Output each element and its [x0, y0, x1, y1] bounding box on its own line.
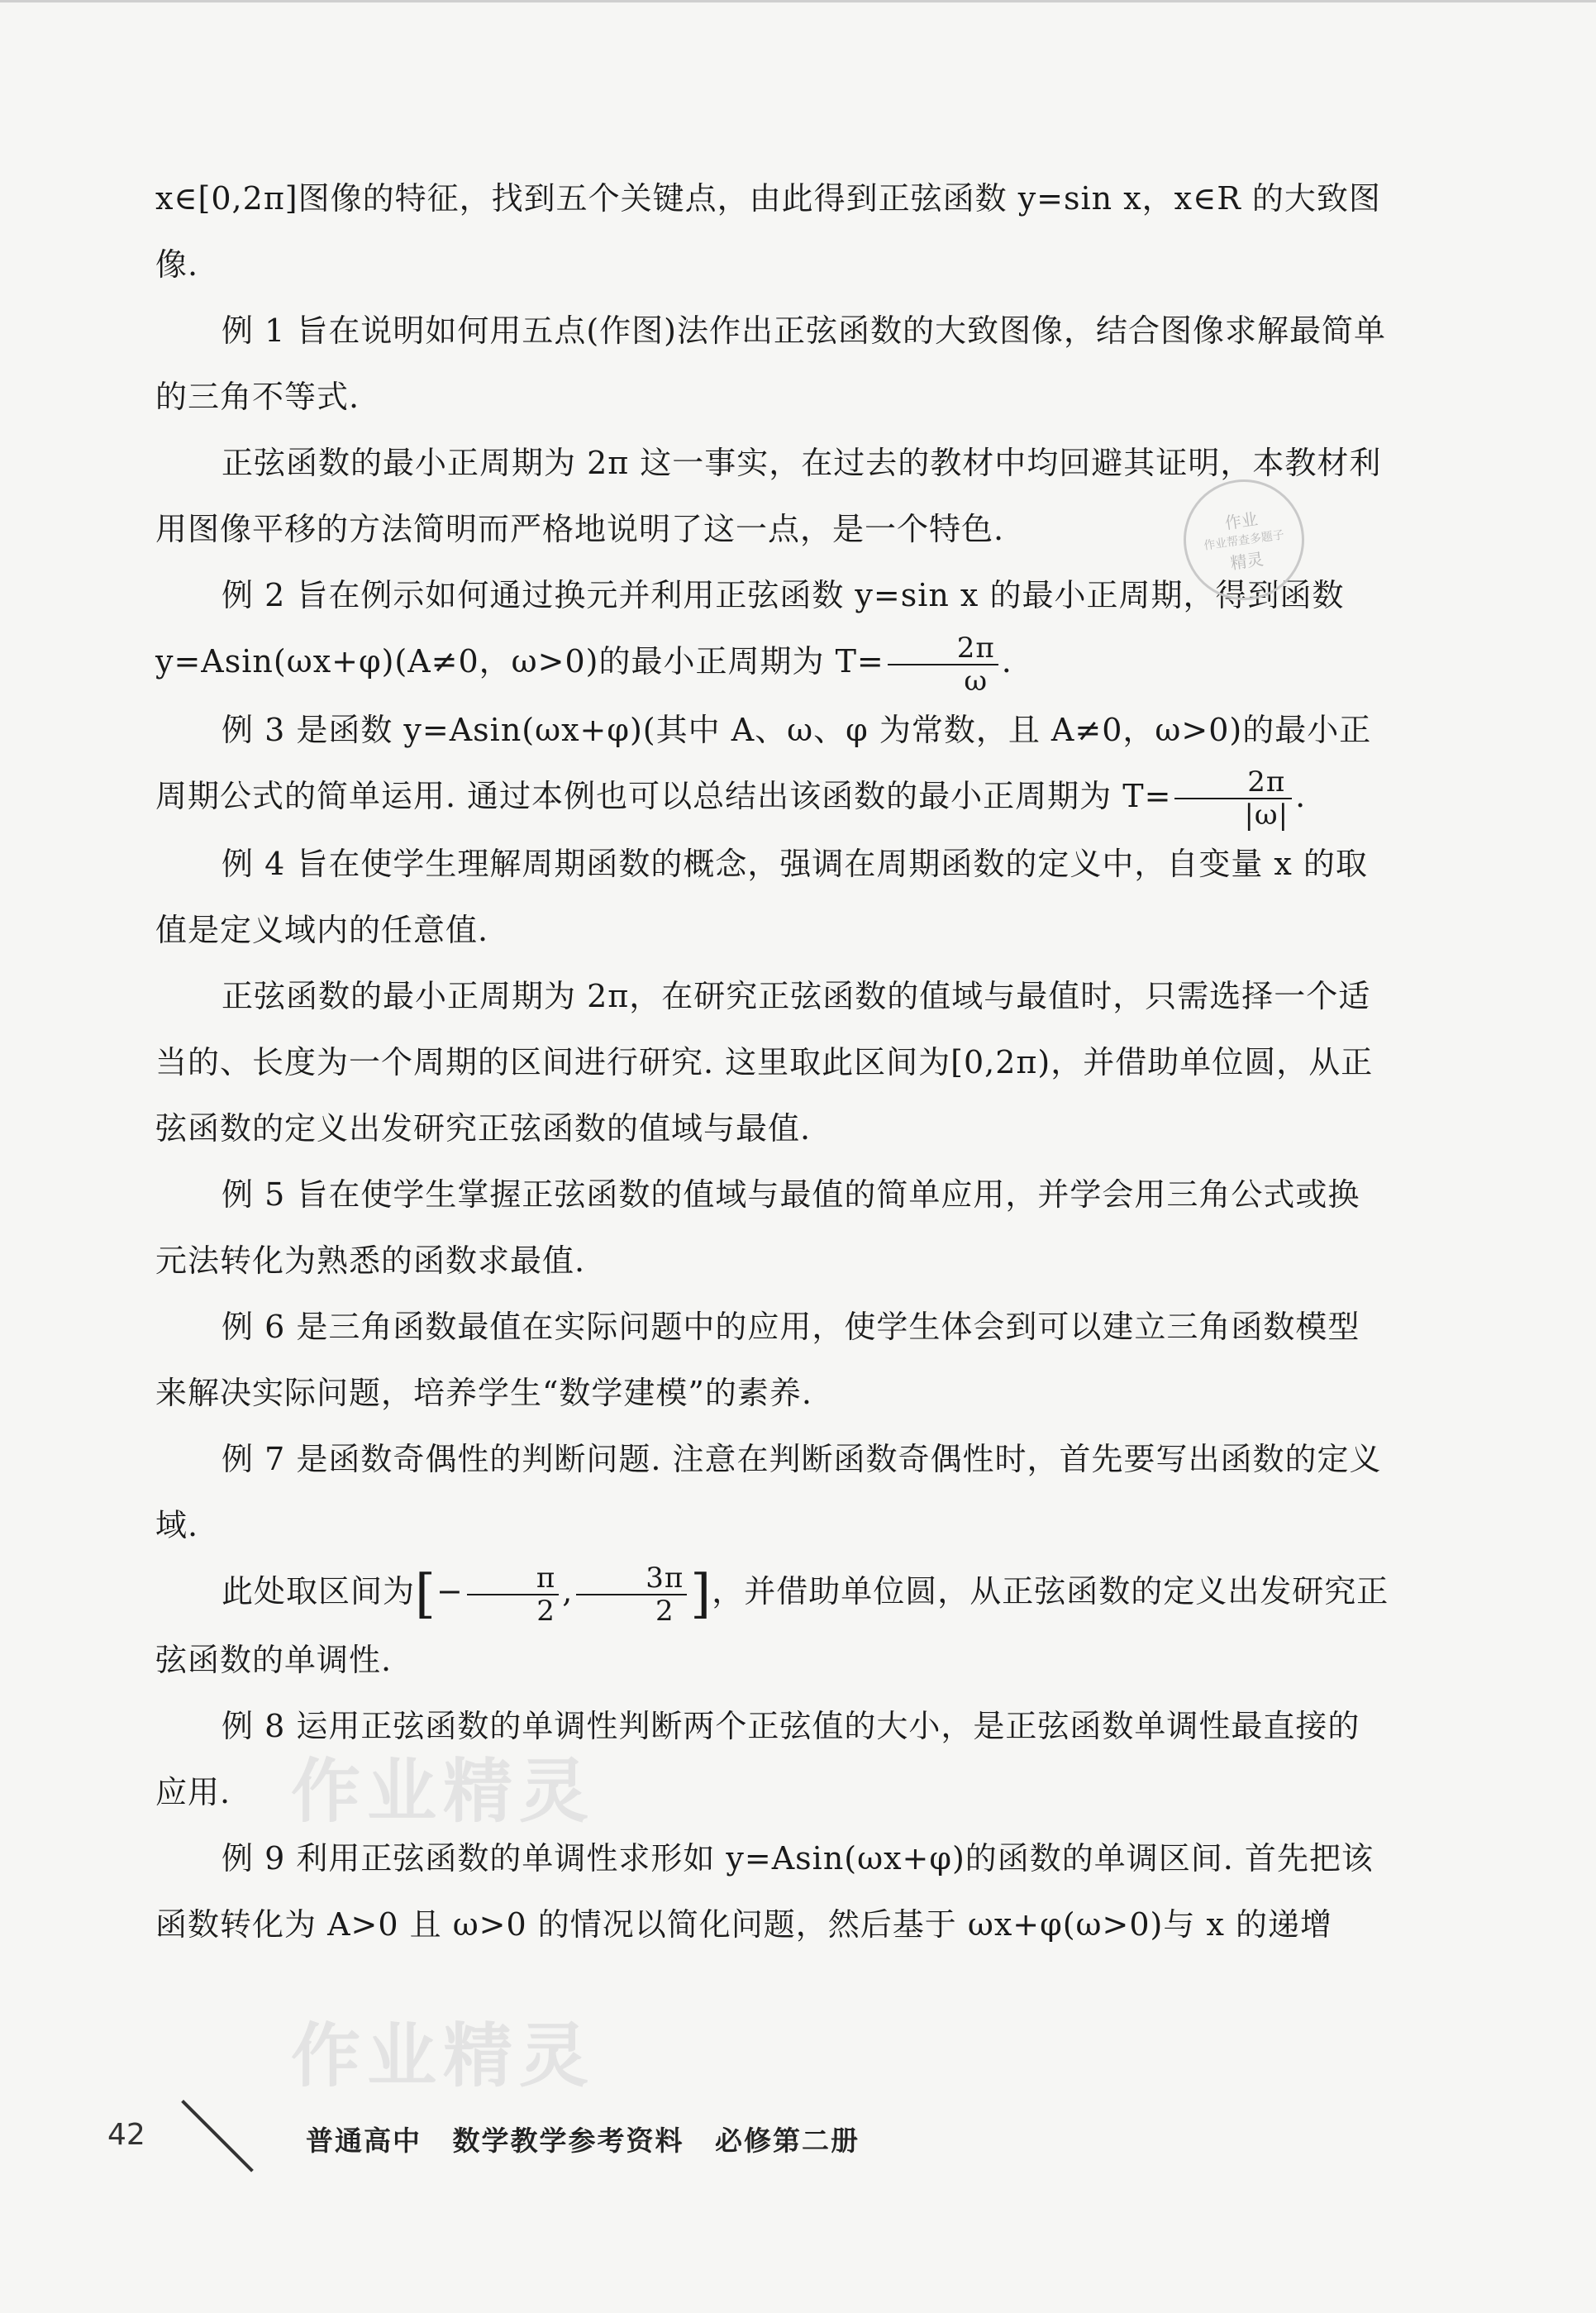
page-number: 42 [107, 2118, 145, 2152]
footer-title: 普通高中 数学教学参考资料 必修第二册 [306, 2125, 860, 2157]
paragraph-4: 例 2 旨在例示如何通过换元并利用正弦函数 y=sin x 的最小正周期，得到函数 y=Asin(ωx+φ)(A≠0，ω>0)的最小正周期为 T= $\frac{2\pi}{\omega}$ . [155, 577, 1345, 698]
page-footer [107, 2100, 1513, 2174]
body-text [155, 165, 1390, 1958]
paragraph-10: 例 7 是函数奇偶性的判断问题. 注意在判断函数奇偶性时，首先要写出函数的定义域. [155, 1441, 1382, 1543]
paragraph-2: 例 1 旨在说明如何用五点(作图)法作出正弦函数的大致图像，结合图像求解最简单的三角不等式. [155, 312, 1386, 415]
paragraph-11: 此处取区间为[− $\frac{\pi}{2}$ , $\frac{3\pi}{2}$ ]，并借助单位圆，从正弦函数的定义出发研究正弦函数的单调性. [155, 1561, 1389, 1678]
watermark-2: 作业精灵 [291, 2015, 596, 2096]
paragraph-3: 正弦函数的最小正周期为 2π 这一事实，在过去的教材中均回避其证明，本教材利用图像平移的方法简明而严格地说明了这一点，是一个特色. [155, 445, 1382, 547]
paragraph-6: 例 4 旨在使学生理解周期函数的概念，强调在周期函数的定义中，自变量 x 的取值是定义域内的任意值. [155, 846, 1368, 948]
fraction-3pi-half: $\frac{3\pi}{2}$ [576, 1562, 687, 1627]
paragraph-1: x∈[0,2π]图像的特征，找到五个关键点，由此得到正弦函数 y=sin x，x∈R 的大致图像. [155, 180, 1381, 283]
paragraph-5: 例 3 是函数 y=Asin(ωx+φ)(其中 A、ω、φ 为常数，且 A≠0，ω>0)的最小正周期公式的简单运用. 通过本例也可以总结出该函数的最小正周期为 T= $\frac{2\pi}{|\omega|}$ . [155, 711, 1372, 832]
footer-divider [181, 2100, 254, 2172]
paragraph-13: 例 9 利用正弦函数的单调性求形如 y=Asin(ωx+φ)的函数的单调区间. 首先把该函数转化为 A>0 且 ω>0 的情况以简化问题，然后基于 ωx+φ(ω>0)与 x 的递增 [155, 1839, 1374, 1943]
paragraph-8: 例 5 旨在使学生掌握正弦函数的值域与最值的简单应用，并学会用三角公式或换元法转化为熟悉的函数求最值. [155, 1176, 1360, 1279]
paragraph-12: 例 8 运用正弦函数的单调性判断两个正弦值的大小，是正弦函数单调性最直接的应用. [155, 1707, 1360, 1810]
fraction-period: $\frac{2\pi}{\omega}$ [888, 632, 998, 697]
fraction-pi-half: $\frac{\pi}{2}$ [467, 1562, 559, 1627]
top-border [0, 0, 1596, 2]
watermark-1: 作业精灵 [291, 1751, 596, 1832]
fraction-period-abs: $\frac{2\pi}{|\omega|}$ [1174, 766, 1292, 831]
right-bracket: ] [690, 1563, 712, 1625]
stamp-logo: 作业 作业帮查多题子 精灵 [1176, 472, 1313, 608]
paragraph-9: 例 6 是三角函数最值在实际问题中的应用，使学生体会到可以建立三角函数模型来解决实际问题，培养学生“数学建模”的素养. [155, 1309, 1360, 1411]
paragraph-7: 正弦函数的最小正周期为 2π，在研究正弦函数的值域与最值时，只需选择一个适当的、长度为一个周期的区间进行研究. 这里取此区间为[0,2π)，并借助单位圆，从正弦函数的定义出发研究正弦函数的值域与最值. [155, 978, 1374, 1147]
left-bracket: [ [415, 1563, 436, 1625]
